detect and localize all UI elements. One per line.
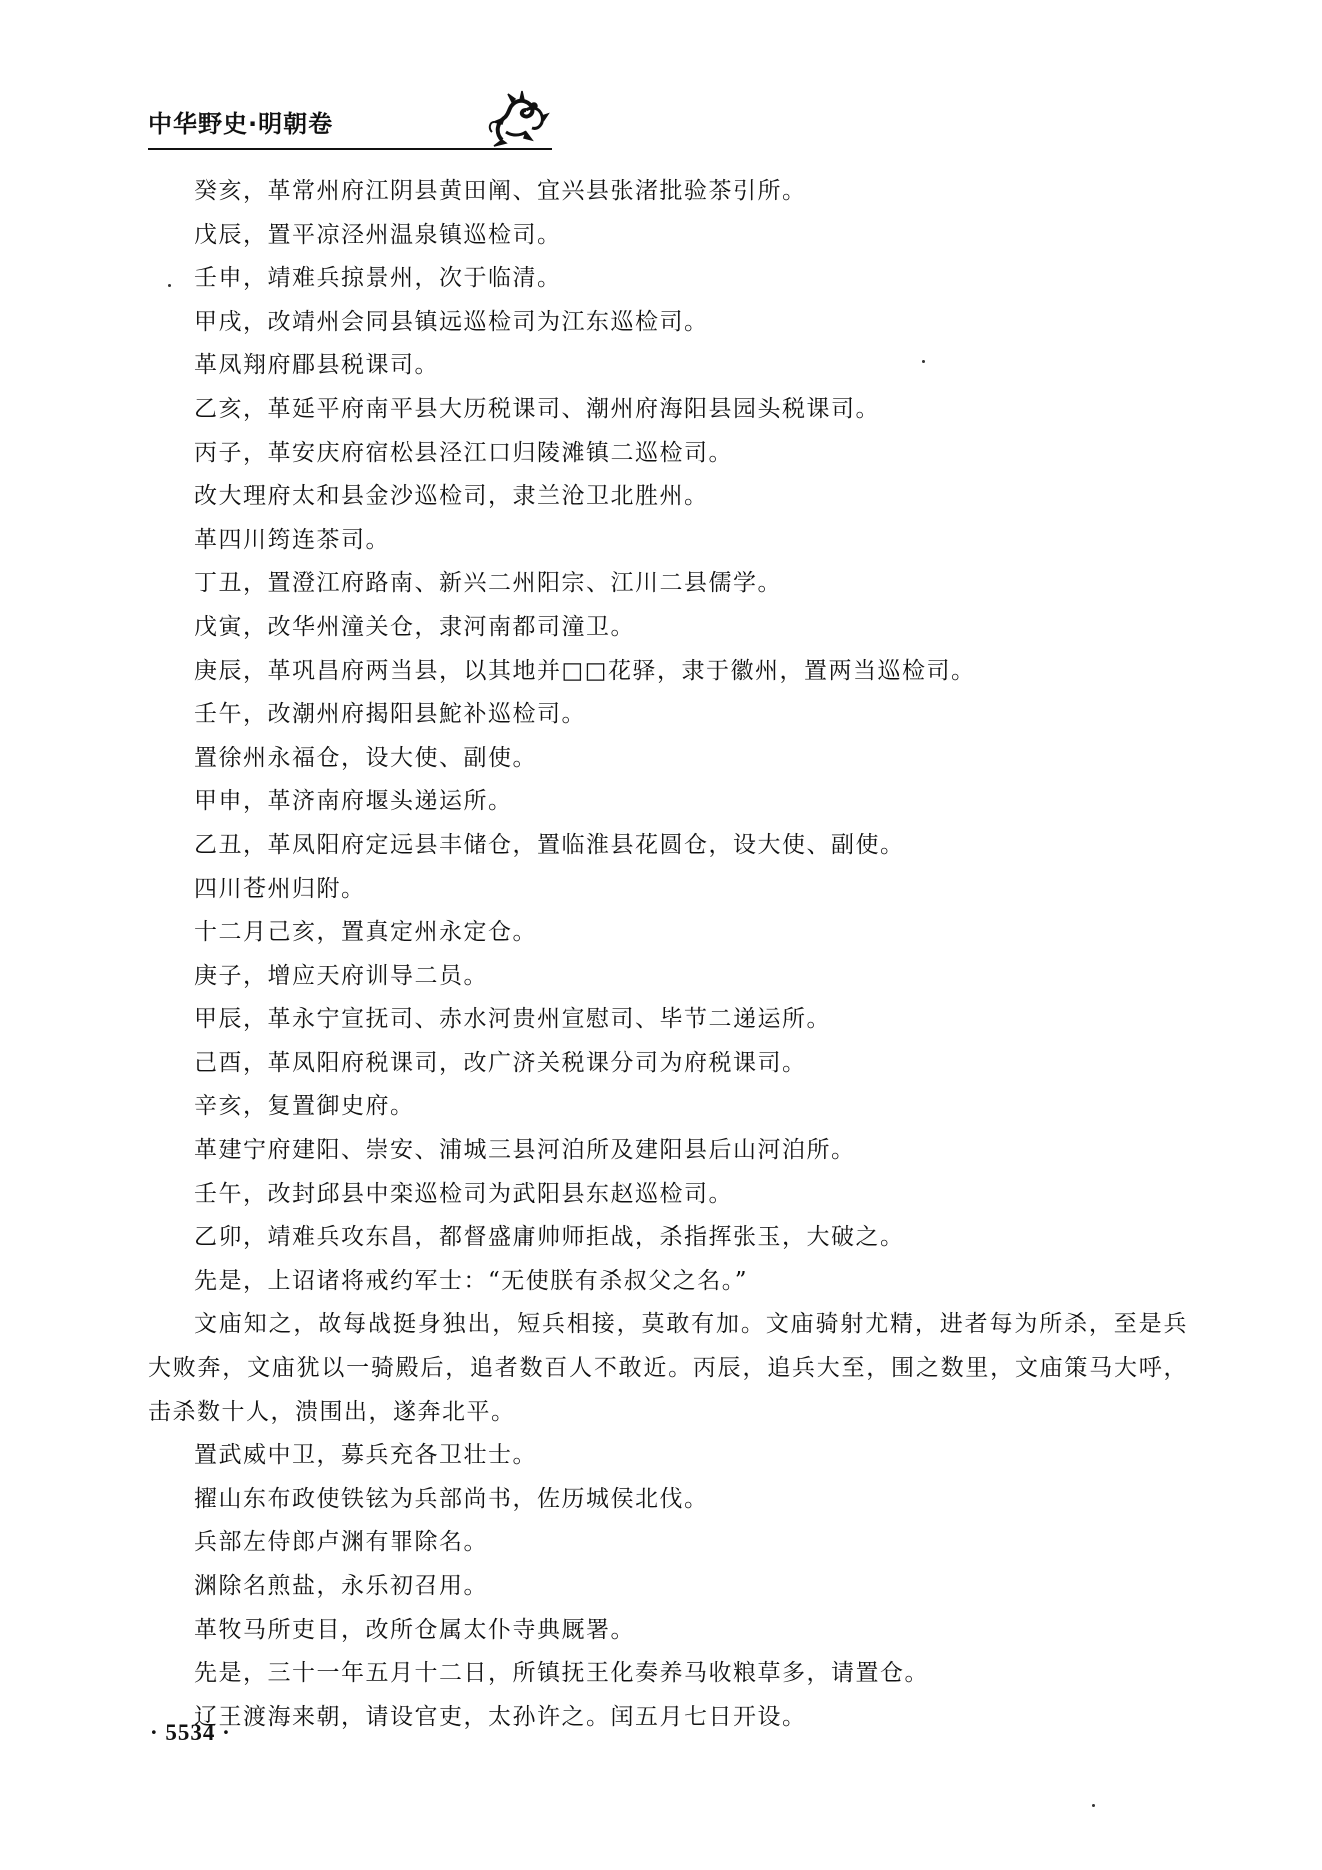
book-title: 中华野史·明朝卷 xyxy=(148,110,334,138)
paragraph: 庚子，增应天府训导二员。 xyxy=(194,962,488,989)
dragon-emblem-icon xyxy=(482,88,552,150)
paragraph: 先是，三十一年五月十二日，所镇抚王化奏养马收粮草多，请置仓。 xyxy=(194,1660,929,1687)
paragraph: 辽王渡海来朝，请设官吏，太孙许之。闰五月七日开设。 xyxy=(194,1703,807,1730)
paragraph: 乙丑，革凤阳府定远县丰储仓，置临淮县花圆仓，设大使、副使。 xyxy=(194,831,905,858)
scan-speck xyxy=(1092,1804,1095,1807)
paragraph: 乙卯，靖难兵攻东昌，都督盛庸帅师拒战，杀指挥张玉，大破之。 xyxy=(194,1224,905,1251)
paragraph: 擢山东布政使铁铉为兵部尚书，佐历城侯北伐。 xyxy=(194,1485,709,1512)
paragraph: 戊寅，改华州潼关仓，隶河南都司潼卫。 xyxy=(194,613,635,640)
paragraph: 戊辰，置平凉泾州温泉镇巡检司。 xyxy=(194,221,562,248)
paragraph: 渊除名煎盐，永乐初召用。 xyxy=(194,1573,488,1599)
paragraph: 文庙知之，故每战挺身独出，短兵相接，莫敢有加。文庙骑射尤精，进者每为所杀，至是兵大败奔，文庙犹以一骑殿后，追者数百人不敢近。丙辰，追兵大至，围之数里，文庙策马大呼，击杀数十人，溃围出，遂奔北平。 xyxy=(148,1311,1188,1425)
paragraph: 十二月己亥，置真定州永定仓。 xyxy=(194,919,537,946)
paragraph: 革牧马所吏目，改所仓属太仆寺典厩署。 xyxy=(194,1616,635,1643)
paragraph: 置徐州永福仓，设大使、副使。 xyxy=(194,744,537,771)
paragraph: 四川苍州归附。 xyxy=(194,875,366,902)
paragraph: 革建宁府建阳、崇安、浦城三县河泊所及建阳县后山河泊所。 xyxy=(194,1137,856,1164)
paragraph: 壬午，改潮州府揭阳县鮀补巡检司。 xyxy=(194,701,586,728)
paragraph: 庚辰，革巩昌府两当县，以其地并□□花驿，隶于徽州，置两当巡检司。 xyxy=(194,657,976,684)
paragraph: 癸亥，革常州府江阴县黄田阐、宜兴县张渚批验茶引所。 xyxy=(194,178,807,204)
paragraph: 革四川筠连茶司。 xyxy=(194,526,390,553)
paragraph: 革凤翔府郿县税课司。 xyxy=(194,352,439,379)
paragraph: 辛亥，复置御史府。 xyxy=(194,1093,415,1120)
paragraph: 甲辰，革永宁宣抚司、赤水河贵州宣慰司、毕节二递运所。 xyxy=(194,1006,831,1033)
header-divider xyxy=(148,148,552,150)
paragraph: 己酉，革凤阳府税课司，改广济关税课分司为府税课司。 xyxy=(194,1049,807,1076)
paragraph: 丙子，革安庆府宿松县泾江口归陵滩镇二巡检司。 xyxy=(194,439,733,466)
scan-speck xyxy=(922,360,925,363)
paragraph: 置武威中卫，募兵充各卫壮士。 xyxy=(194,1442,537,1469)
paragraph: 壬午，改封邱县中栾巡检司为武阳县东赵巡检司。 xyxy=(194,1180,733,1207)
paragraph: 乙亥，革延平府南平县大历税课司、潮州府海阳县园头税课司。 xyxy=(194,395,880,422)
page-number: · 5534 · xyxy=(150,1720,231,1745)
paragraph: 改大理府太和县金沙巡检司，隶兰沧卫北胜州。 xyxy=(194,483,709,510)
body-text xyxy=(148,170,1188,1739)
running-header xyxy=(148,96,552,156)
paragraph: 甲戌，改靖州会同县镇远巡检司为江东巡检司。 xyxy=(194,308,709,335)
paragraph: 丁丑，置澄江府路南、新兴二州阳宗、江川二县儒学。 xyxy=(194,570,782,597)
paragraph: 先是，上诏诸将戒约军士：“无使朕有杀叔父之名。” xyxy=(194,1267,749,1294)
paragraph: 兵部左侍郎卢渊有罪除名。 xyxy=(194,1529,488,1556)
paragraph: 甲申，革济南府堰头递运所。 xyxy=(194,788,513,815)
scan-speck xyxy=(168,284,171,287)
paragraph: 壬申，靖难兵掠景州，次于临清。 xyxy=(194,265,562,292)
